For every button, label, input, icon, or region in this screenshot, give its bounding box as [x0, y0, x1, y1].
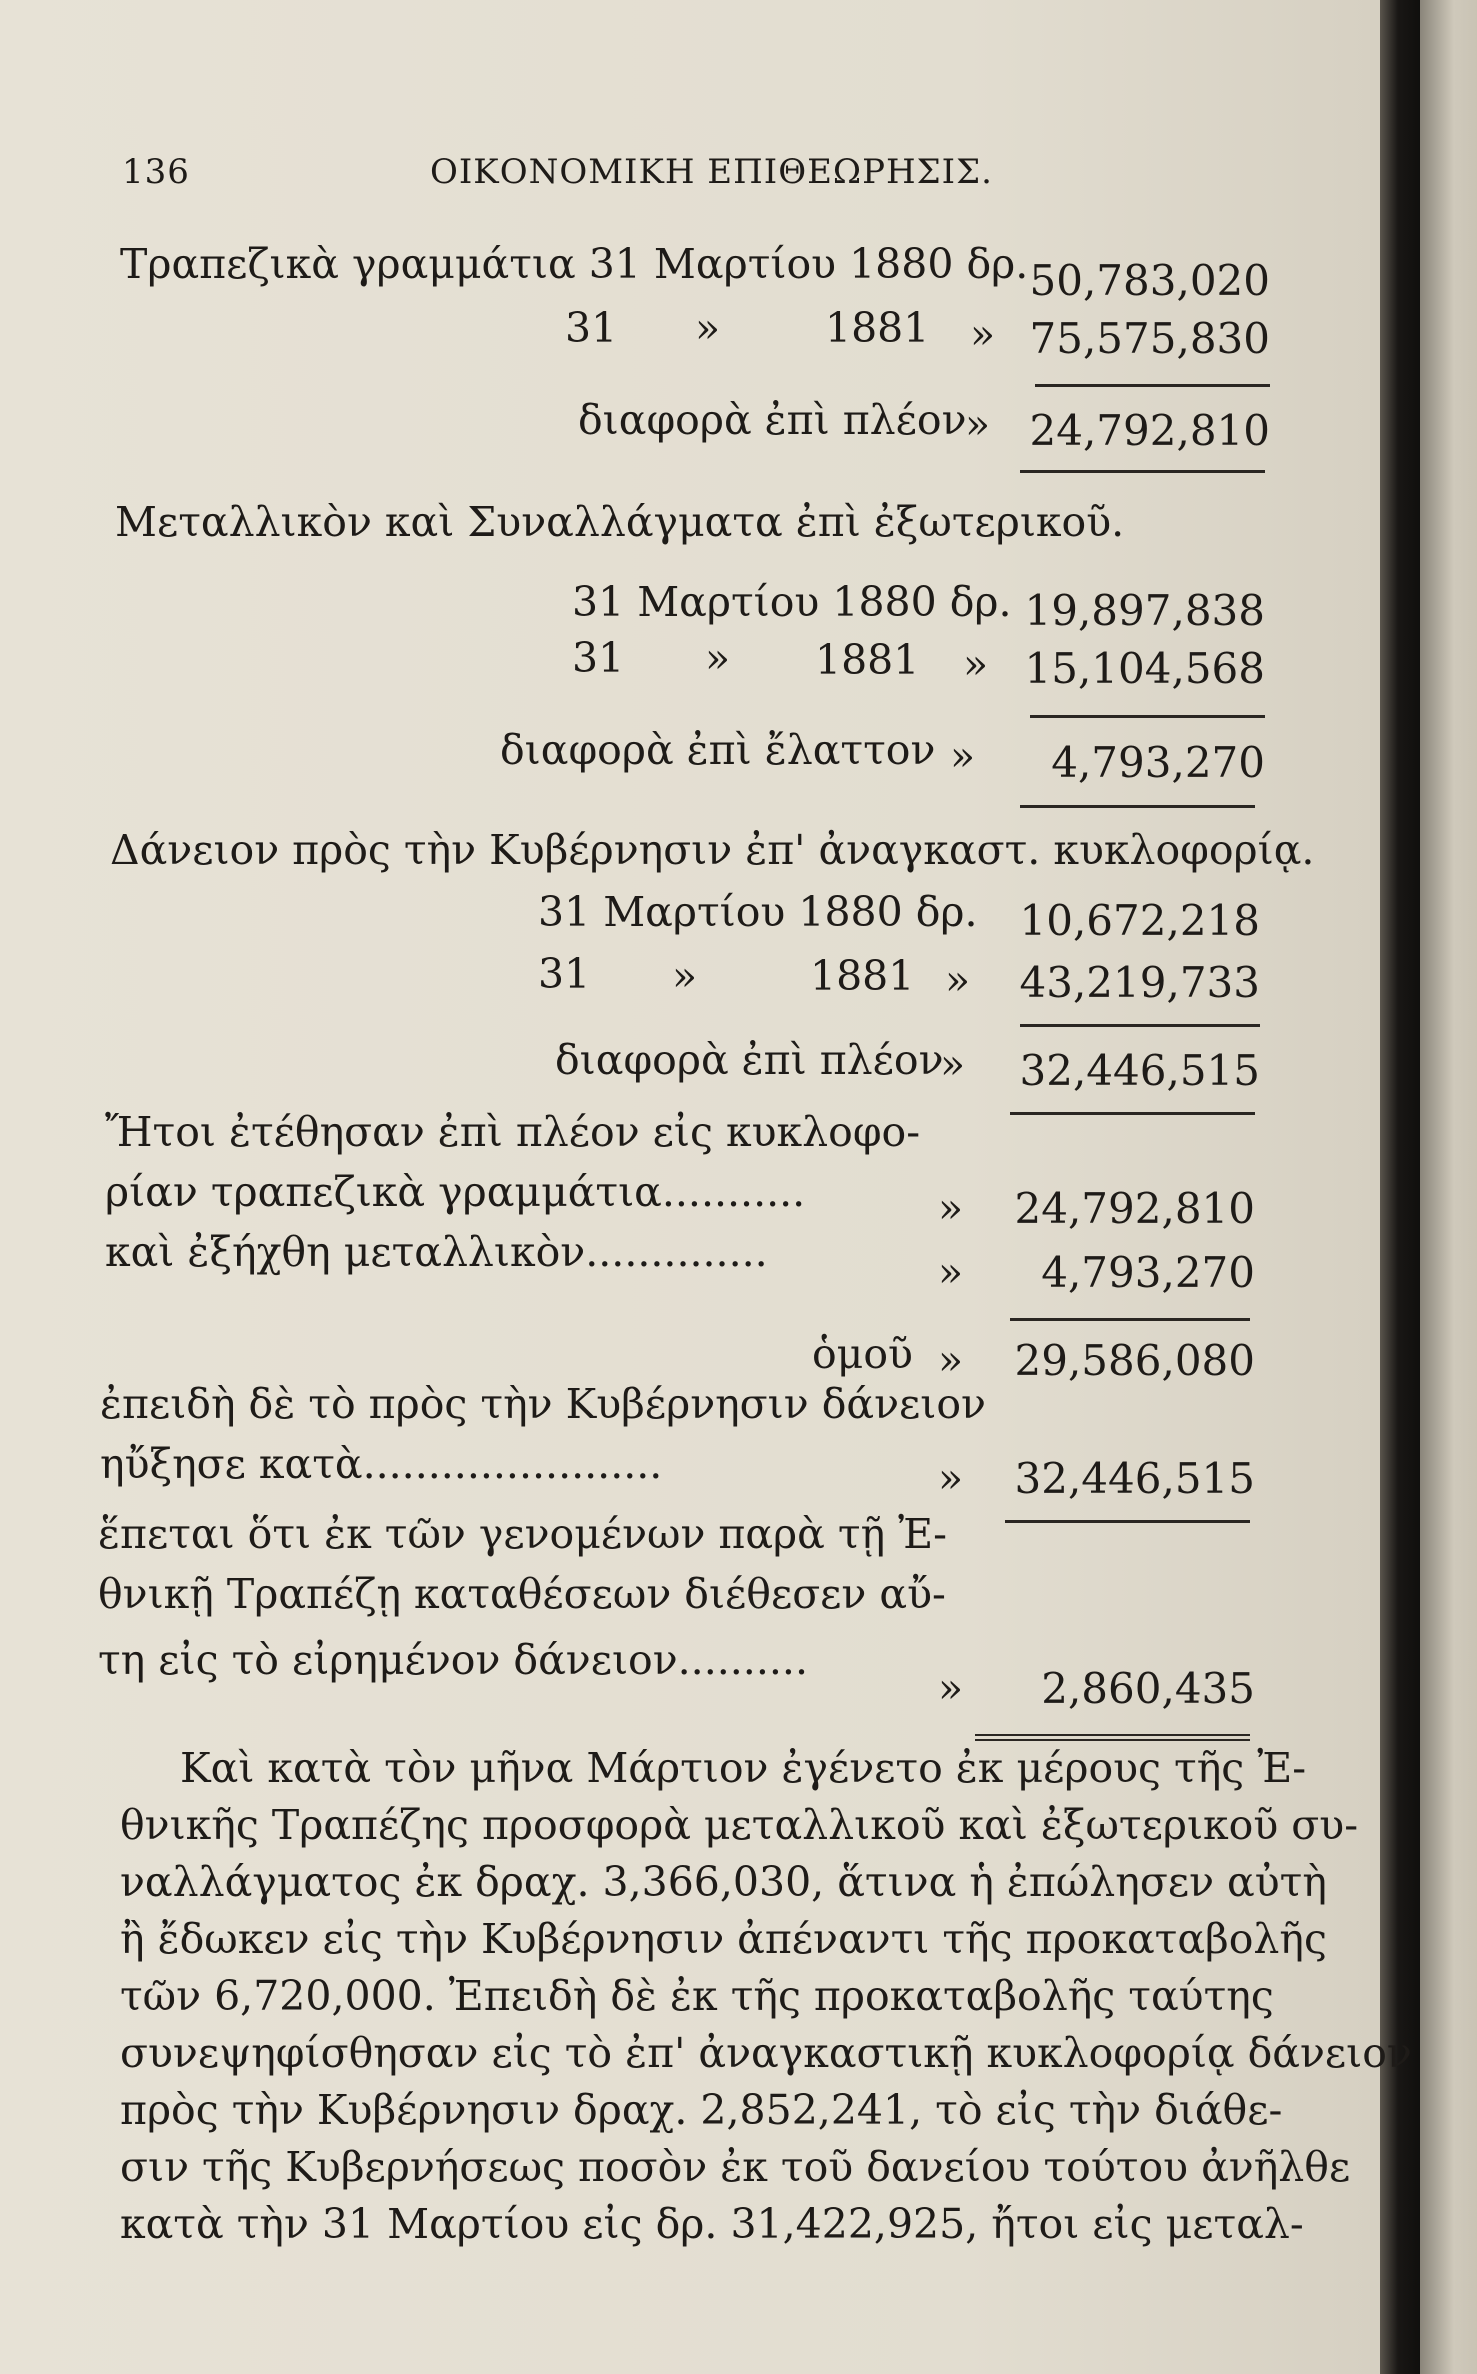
summary-line-3-unit: » — [938, 1248, 964, 1296]
paragraph-line: πρὸς τὴν Κυβέρνησιν δραχ. 2,852,241, τὸ εἰς τὴν διάθε- — [120, 2086, 1283, 2134]
loan-1880-label: 31 Μαρτίου 1880 δρ. — [538, 888, 978, 936]
summary-line-6: ἕπεται ὅτι ἐκ τῶν γενομένων παρὰ τῇ Ἐ- — [98, 1510, 947, 1558]
summary-line-4: ἐπειδὴ δὲ τὸ πρὸς τὴν Κυβέρνησιν δάνειον — [100, 1380, 986, 1428]
loan-1881-mark: » — [672, 952, 698, 1000]
summary-line-2-unit: » — [938, 1184, 964, 1232]
rule — [1035, 384, 1270, 387]
rule — [1010, 1318, 1250, 1321]
summary-total-label: ὁμοῦ — [812, 1330, 913, 1378]
paragraph-line: κατὰ τὴν 31 Μαρτίου εἰς δρ. 31,422,925, ἤτοι εἰς μεταλ- — [120, 2200, 1304, 2248]
summary-line-2-value: 24,792,810 — [1014, 1184, 1255, 1233]
banknotes-diff-label: διαφορὰ ἐπὶ πλέον — [578, 396, 967, 444]
summary-line-7: θνικῇ Τραπέζῃ καταθέσεων διέθεσεν αὔ- — [98, 1570, 946, 1618]
metal-1881-mark: » — [705, 634, 731, 682]
rule — [1020, 1024, 1260, 1027]
banknotes-value-1881: 75,575,830 — [1029, 314, 1270, 363]
metal-value-1881: 15,104,568 — [1024, 644, 1265, 693]
summary-total-value: 29,586,080 — [1014, 1336, 1255, 1385]
paragraph-line: συνεψηφίσθησαν εἰς τὸ ἐπ' ἀναγκαστικῇ κυκλοφορίᾳ δάνειον — [120, 2029, 1412, 2077]
metal-diff-unit: » — [950, 732, 976, 780]
summary-total-unit: » — [938, 1336, 964, 1384]
metal-heading: Μεταλλικὸν καὶ Συναλλάγματα ἐπὶ ἐξωτερικοῦ. — [115, 498, 1125, 546]
loan-1881-day: 31 — [538, 950, 591, 998]
loan-1881-year: 1881 — [810, 952, 915, 1000]
loan-value-1880: 10,672,218 — [1019, 896, 1260, 945]
summary-line-1: Ἤτοι ἐτέθησαν ἐπὶ πλέον εἰς κυκλοφο- — [105, 1108, 921, 1156]
metal-1881-unit: » — [963, 640, 989, 688]
summary-line-5-unit: » — [938, 1454, 964, 1502]
banknotes-diff-unit: » — [965, 400, 991, 448]
banknotes-diff-value: 24,792,810 — [1029, 406, 1270, 455]
banknotes-1881-unit: » — [970, 310, 996, 358]
loan-value-1881: 43,219,733 — [1019, 958, 1260, 1007]
loan-1881-unit: » — [945, 956, 971, 1004]
paragraph-line: ἢ ἔδωκεν εἰς τὴν Κυβέρνησιν ἀπέναντι τῆς προκαταβολῆς — [120, 1915, 1327, 1963]
paragraph-line: τῶν 6,720,000. Ἐπειδὴ δὲ ἐκ τῆς προκαταβολῆς ταύτης — [120, 1972, 1274, 2020]
summary-line-3-value: 4,793,270 — [1041, 1248, 1255, 1297]
rule — [1020, 805, 1255, 808]
banknotes-1881-day: 31 — [565, 304, 618, 352]
summary-line-5-value: 32,446,515 — [1014, 1454, 1255, 1503]
metal-value-1880: 19,897,838 — [1024, 586, 1265, 635]
loan-diff-label: διαφορὰ ἐπὶ πλέον — [555, 1036, 944, 1084]
summary-line-8-unit: » — [938, 1664, 964, 1712]
rule — [1030, 715, 1265, 718]
banknotes-1881-mark: » — [695, 304, 721, 352]
metal-1881-year: 1881 — [815, 636, 920, 684]
paragraph-line: σιν τῆς Κυβερνήσεως ποσὸν ἐκ τοῦ δανείου τούτου ἀνῆλθε — [120, 2143, 1351, 2191]
metal-diff-value: 4,793,270 — [1051, 738, 1265, 787]
body-paragraph — [120, 1740, 1412, 2253]
loan-diff-value: 32,446,515 — [1019, 1046, 1260, 1095]
paragraph-line: ναλλάγματος ἐκ δραχ. 3,366,030, ἅτινα ἡ ἐπώλησεν αὐτὴ — [120, 1858, 1327, 1906]
banknotes-value-1880: 50,783,020 — [1029, 256, 1270, 305]
paragraph-line: θνικῆς Τραπέζης προσφορὰ μεταλλικοῦ καὶ ἐξωτερικοῦ συ- — [120, 1801, 1359, 1849]
summary-line-8-value: 2,860,435 — [1041, 1664, 1255, 1713]
rule — [1005, 1520, 1250, 1523]
loan-diff-unit: » — [940, 1040, 966, 1088]
rule — [1010, 1112, 1255, 1115]
banknotes-heading: Τραπεζικὰ γραμμάτια 31 Μαρτίου 1880 δρ. — [120, 240, 1029, 288]
paragraph-line: Καὶ κατὰ τὸν μῆνα Μάρτιον ἐγένετο ἐκ μέρους τῆς Ἐ- — [180, 1744, 1307, 1792]
summary-line-2: ρίαν τραπεζικὰ γραμμάτια........... — [105, 1168, 806, 1216]
summary-line-8: τη εἰς τὸ εἰρημένον δάνειον.......... — [98, 1636, 808, 1684]
banknotes-1881-year: 1881 — [825, 304, 930, 352]
metal-diff-label: διαφορὰ ἐπὶ ἔλαττον — [500, 726, 936, 774]
metal-1880-label: 31 Μαρτίου 1880 δρ. — [572, 578, 1012, 626]
running-title: ΟΙΚΟΝΟΜΙΚΗ ΕΠΙΘΕΩΡΗΣΙΣ. — [430, 152, 993, 192]
summary-line-3: καὶ ἐξήχθη μεταλλικὸν.............. — [105, 1228, 768, 1276]
page-number: 136 — [122, 152, 190, 192]
rule — [1020, 470, 1265, 473]
summary-line-5: ηὔξησε κατὰ....................... — [100, 1440, 663, 1488]
loan-heading: Δάνειον πρὸς τὴν Κυβέρνησιν ἐπ' ἀναγκαστ. κυκλοφορίᾳ. — [110, 826, 1315, 874]
metal-1881-day: 31 — [572, 634, 625, 682]
facing-page-edge — [1420, 0, 1477, 2374]
